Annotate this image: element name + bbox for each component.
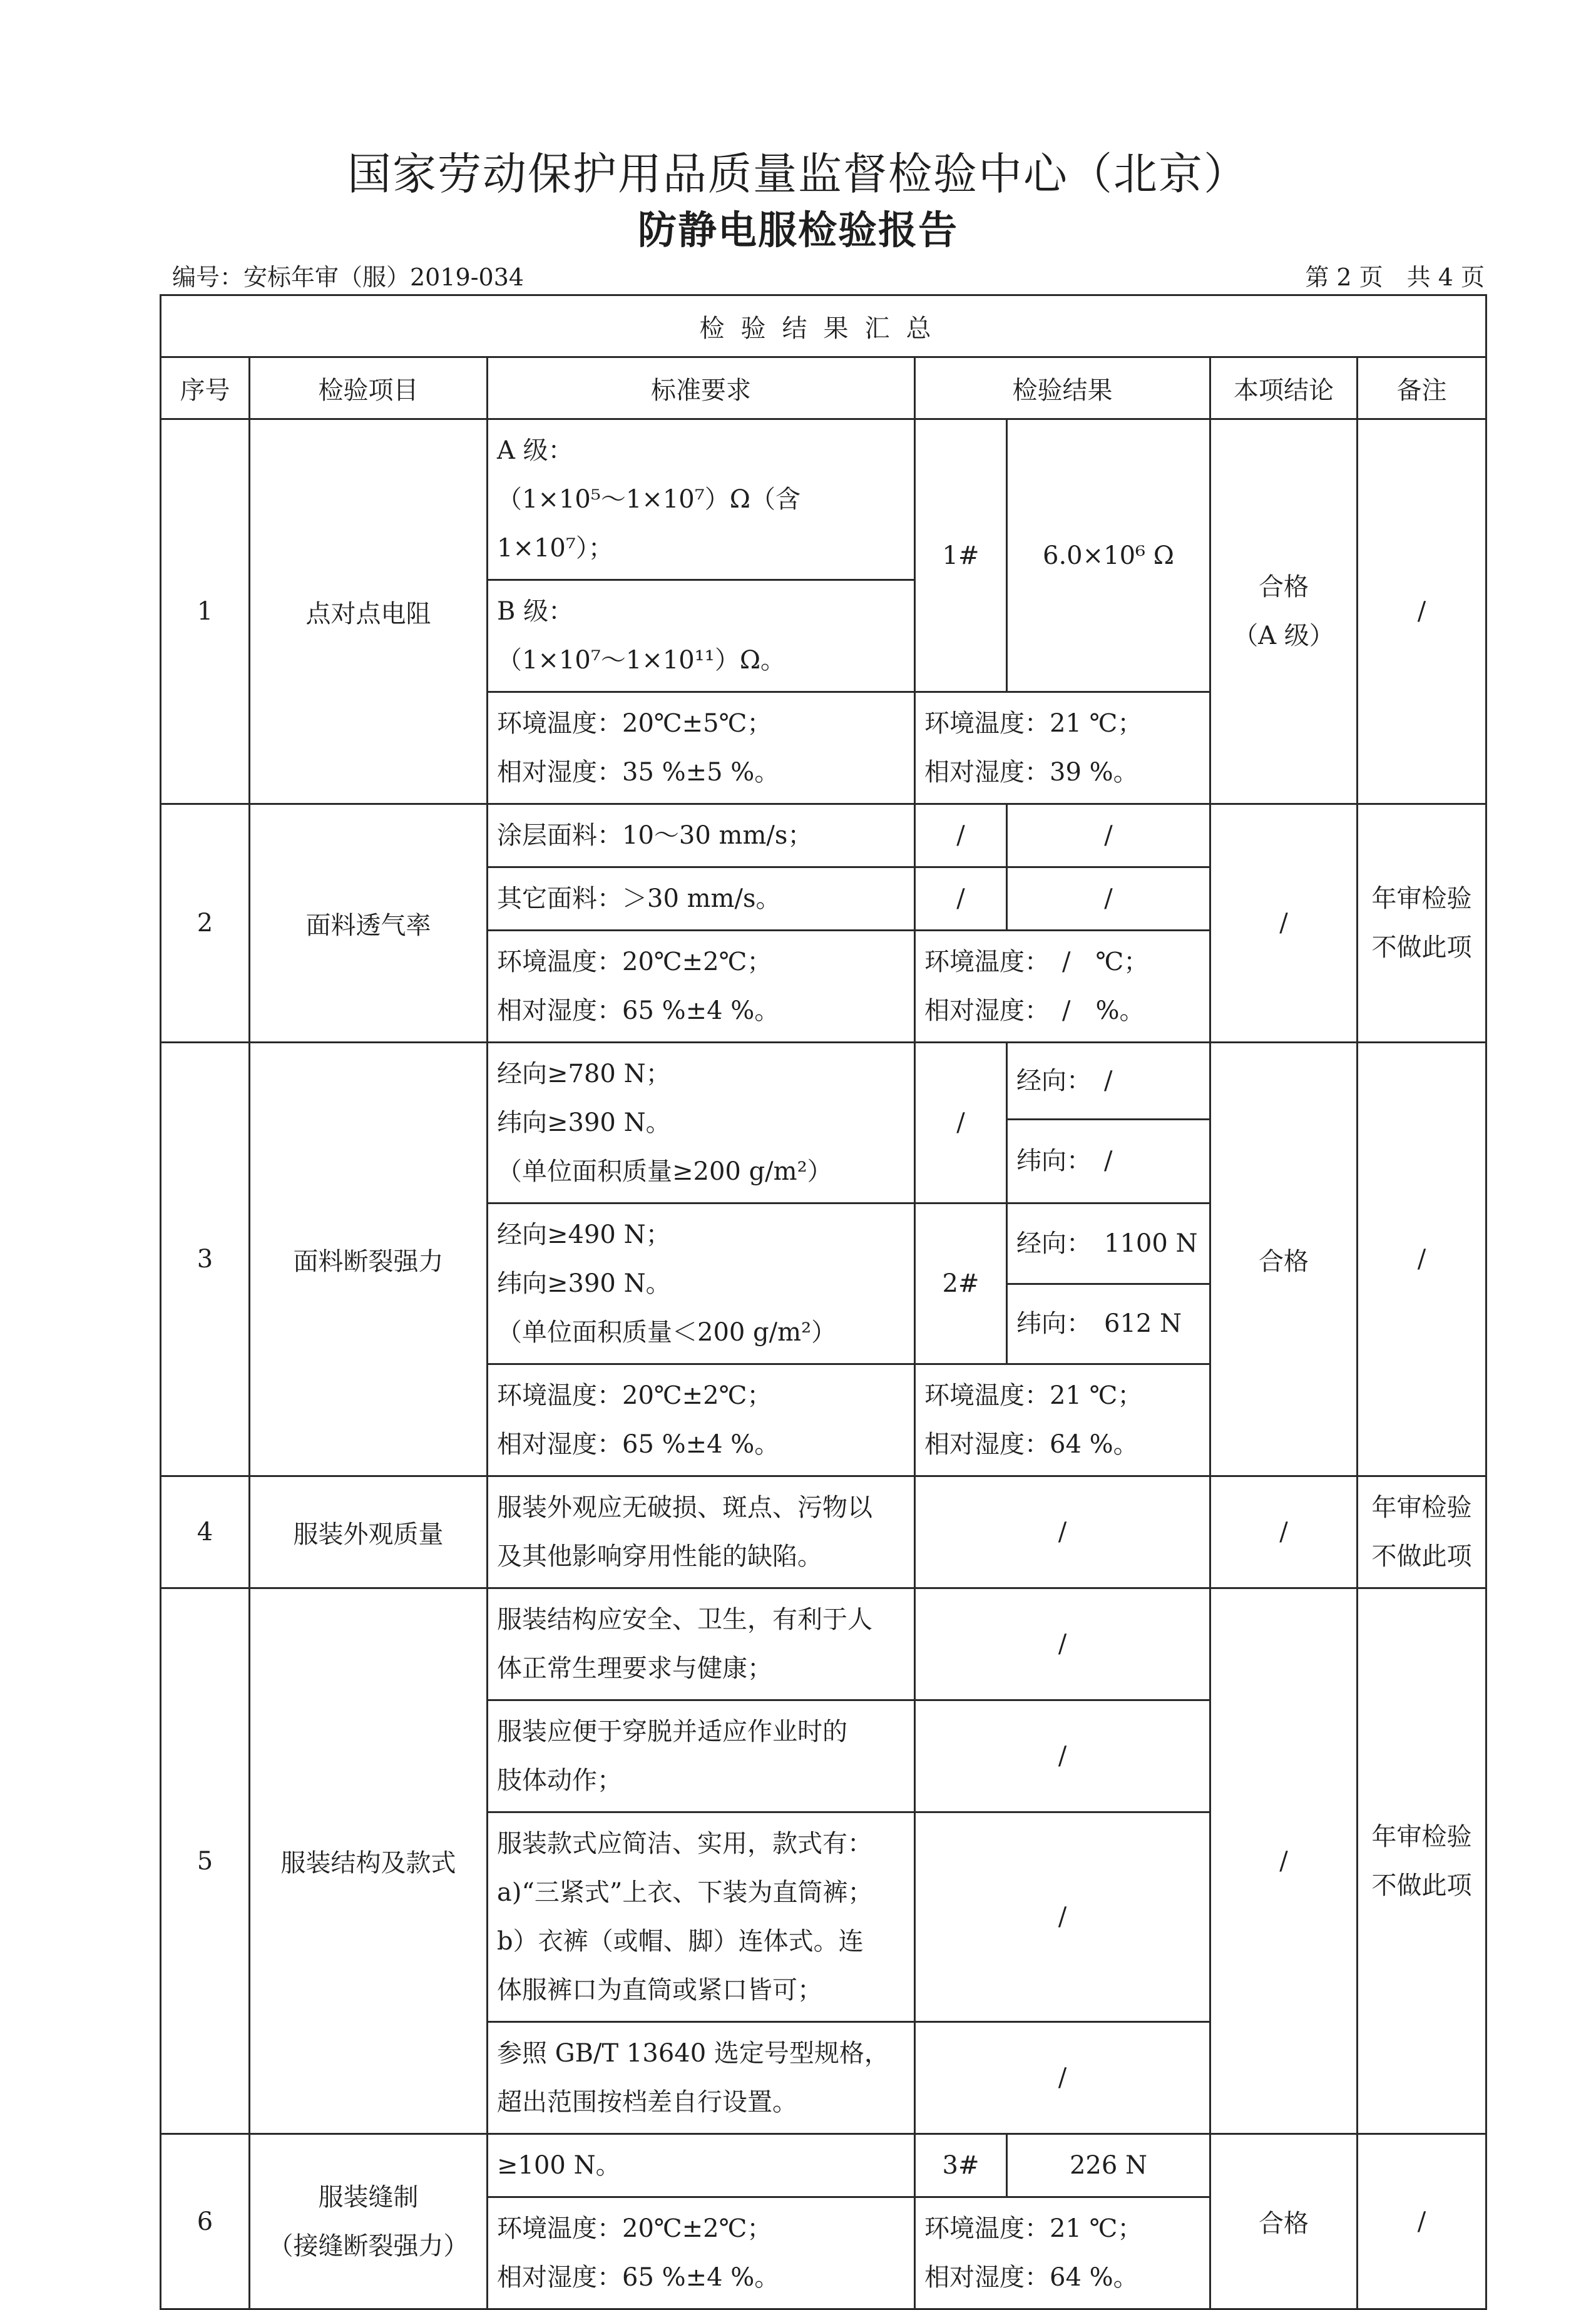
env-line: 相对湿度：64 %。 xyxy=(924,1430,1138,1459)
test-item: 点对点电阻 xyxy=(250,419,488,804)
remark-line: 年审检验 xyxy=(1371,1822,1472,1851)
env-line: 环境温度： / ℃； xyxy=(924,948,1149,976)
remark-line: 不做此项 xyxy=(1371,1542,1472,1571)
requirement-line: b）衣裤（或帽、脚）连体式。连 xyxy=(497,1927,864,1956)
summary-title-row xyxy=(161,295,1486,357)
table-row xyxy=(161,1043,1486,1120)
requirement-line: 体服裤口为直筒或紧口皆可； xyxy=(497,1976,822,2005)
requirement-cell xyxy=(488,1204,915,1364)
env-line: 环境温度：20℃±2℃； xyxy=(497,1381,772,1410)
remark: / xyxy=(1358,1043,1486,1476)
requirement-cell: 涂层面料：10～30 mm/s； xyxy=(488,804,915,867)
result-value: 226 N xyxy=(1007,2134,1210,2197)
requirement-cell xyxy=(488,419,915,580)
result-value: 纬向： 612 N xyxy=(1007,1284,1210,1364)
row-number: 2 xyxy=(161,804,250,1043)
requirement-cell: 其它面料：＞30 mm/s。 xyxy=(488,867,915,931)
result-value: 6.0×10⁶ Ω xyxy=(1007,419,1210,692)
sample-id: / xyxy=(915,867,1007,931)
test-item: 面料透气率 xyxy=(250,804,488,1043)
remark: / xyxy=(1358,419,1486,804)
result-value: / xyxy=(915,1588,1210,1700)
row-number: 6 xyxy=(161,2134,250,2309)
col-header-no: 序号 xyxy=(161,357,250,419)
requirement-line: 服装结构应安全、卫生，有利于人 xyxy=(497,1605,872,1634)
requirement-line: 体正常生理要求与健康； xyxy=(497,1654,772,1683)
header-row xyxy=(161,357,1486,419)
requirement-cell: ≥100 N。 xyxy=(488,2134,915,2197)
requirement-line: 肢体动作； xyxy=(497,1766,622,1795)
requirement-cell xyxy=(488,580,915,692)
requirement-line: 超出范围按档差自行设置。 xyxy=(497,2088,797,2117)
requirement-line: 参照 GB/T 13640 选定号型规格， xyxy=(497,2039,889,2068)
remark: / xyxy=(1358,2134,1486,2309)
test-item-line: （接缝断裂强力） xyxy=(268,2231,469,2261)
env-requirement xyxy=(488,2197,915,2309)
sample-id: 2# xyxy=(915,1204,1007,1364)
conclusion-cell: 合格 xyxy=(1210,1043,1358,1476)
sample-id: 3# xyxy=(915,2134,1007,2197)
test-item-line: 服装缝制 xyxy=(318,2182,419,2212)
col-header-result: 检验结果 xyxy=(915,357,1210,419)
requirement-line: 及其他影响穿用性能的缺陷。 xyxy=(497,1542,822,1571)
row-number: 3 xyxy=(161,1043,250,1476)
result-value: / xyxy=(915,1476,1210,1588)
requirement-line: 纬向≥390 N。 xyxy=(497,1108,671,1137)
env-line: 相对湿度：65 %±4 %。 xyxy=(497,1430,780,1459)
env-line: 环境温度：20℃±2℃； xyxy=(497,948,772,976)
env-result xyxy=(915,2197,1210,2309)
test-item: 面料断裂强力 xyxy=(250,1043,488,1476)
conclusion-cell: / xyxy=(1210,804,1358,1043)
test-item xyxy=(250,2134,488,2309)
env-requirement xyxy=(488,1364,915,1476)
organization-title: 国家劳动保护用品质量监督检验中心（北京） xyxy=(347,148,1249,200)
result-value: / xyxy=(915,1700,1210,1812)
remark-cell xyxy=(1358,1588,1486,2134)
result-value: 经向： 1100 N xyxy=(1007,1204,1210,1284)
conclusion-cell: / xyxy=(1210,1588,1358,2134)
requirement-line: 服装应便于穿脱并适应作业时的 xyxy=(497,1717,847,1746)
remark-line: 年审检验 xyxy=(1371,884,1472,913)
sample-id: / xyxy=(915,804,1007,867)
remark-line: 不做此项 xyxy=(1371,1871,1472,1900)
result-value: / xyxy=(915,1812,1210,2022)
report-title: 防静电服检验报告 xyxy=(637,207,958,253)
env-line: 相对湿度：65 %±4 %。 xyxy=(497,2263,780,2292)
table-row xyxy=(161,804,1486,867)
env-line: 环境温度：21 ℃； xyxy=(924,1381,1143,1410)
table-row xyxy=(161,2134,1486,2197)
env-line: 环境温度：21 ℃； xyxy=(924,2214,1143,2243)
remark-cell xyxy=(1358,804,1486,1043)
result-value: / xyxy=(915,2022,1210,2134)
requirement-line: （1×10⁵～1×10⁷）Ω（含 1×10⁷）； xyxy=(497,485,801,563)
table-row xyxy=(161,419,1486,580)
env-result xyxy=(915,692,1210,804)
requirement-line: A 级： xyxy=(497,436,573,465)
requirement-cell xyxy=(488,1588,915,1700)
requirement-line: 服装款式应简洁、实用，款式有： xyxy=(497,1829,872,1858)
result-value: 经向： / xyxy=(1007,1043,1210,1120)
env-line: 相对湿度： / %。 xyxy=(924,996,1145,1025)
requirement-line: B 级： xyxy=(497,597,574,626)
row-number: 5 xyxy=(161,1588,250,2134)
requirement-line: 服装外观应无破损、斑点、污物以 xyxy=(497,1493,872,1522)
conclusion-line: 合格 xyxy=(1259,573,1309,601)
requirement-cell xyxy=(488,1700,915,1812)
test-item: 服装结构及款式 xyxy=(250,1588,488,2134)
requirement-line: 纬向≥390 N。 xyxy=(497,1269,671,1298)
requirement-line: （单位面积质量≥200 g/m²） xyxy=(497,1157,832,1186)
page-info: 第 2 页 共 4 页 xyxy=(1305,263,1485,291)
row-number: 1 xyxy=(161,419,250,804)
env-line: 环境温度：20℃±2℃； xyxy=(497,2214,772,2243)
col-header-item: 检验项目 xyxy=(250,357,488,419)
summary-title: 检验结果汇总 xyxy=(161,295,1486,357)
conclusion-cell: / xyxy=(1210,1476,1358,1588)
requirement-cell xyxy=(488,2022,915,2134)
sample-id: / xyxy=(915,1043,1007,1204)
env-line: 相对湿度：39 %。 xyxy=(924,758,1138,787)
requirement-line: a)“三紧式”上衣、下装为直筒裤； xyxy=(497,1878,873,1907)
conclusion-cell xyxy=(1210,419,1358,804)
remark-line: 年审检验 xyxy=(1371,1493,1472,1522)
table-row xyxy=(161,1476,1486,1588)
env-line: 相对湿度：35 %±5 %。 xyxy=(497,758,780,787)
env-line: 相对湿度：65 %±4 %。 xyxy=(497,996,780,1025)
col-header-remark: 备注 xyxy=(1358,357,1486,419)
env-requirement xyxy=(488,931,915,1043)
test-item: 服装外观质量 xyxy=(250,1476,488,1588)
requirement-line: 经向≥490 N； xyxy=(497,1220,671,1249)
result-value: / xyxy=(1007,867,1210,931)
requirement-line: （单位面积质量＜200 g/m²） xyxy=(497,1318,837,1347)
requirement-cell xyxy=(488,1812,915,2022)
env-line: 相对湿度：64 %。 xyxy=(924,2263,1138,2292)
env-result xyxy=(915,931,1210,1043)
env-requirement xyxy=(488,692,915,804)
conclusion-cell: 合格 xyxy=(1210,2134,1358,2309)
requirement-line: 经向≥780 N； xyxy=(497,1060,671,1088)
result-value: / xyxy=(1007,804,1210,867)
result-value: 纬向： / xyxy=(1007,1119,1210,1203)
conclusion-line: （A 级） xyxy=(1233,621,1334,650)
env-line: 环境温度：21 ℃； xyxy=(924,709,1143,738)
remark-cell xyxy=(1358,1476,1486,1588)
remark-line: 不做此项 xyxy=(1371,933,1472,962)
sample-id: 1# xyxy=(915,419,1007,692)
results-table xyxy=(160,294,1487,2310)
env-result xyxy=(915,1364,1210,1476)
requirement-line: （1×10⁷～1×10¹¹）Ω。 xyxy=(497,646,785,675)
env-line: 环境温度：20℃±5℃； xyxy=(497,709,772,738)
requirement-cell xyxy=(488,1476,915,1588)
col-header-conclusion: 本项结论 xyxy=(1210,357,1358,419)
table-row xyxy=(161,1588,1486,1700)
report-number: 编号：安标年审（服）2019-034 xyxy=(172,263,524,291)
row-number: 4 xyxy=(161,1476,250,1588)
col-header-requirement: 标准要求 xyxy=(488,357,915,419)
requirement-cell xyxy=(488,1043,915,1204)
